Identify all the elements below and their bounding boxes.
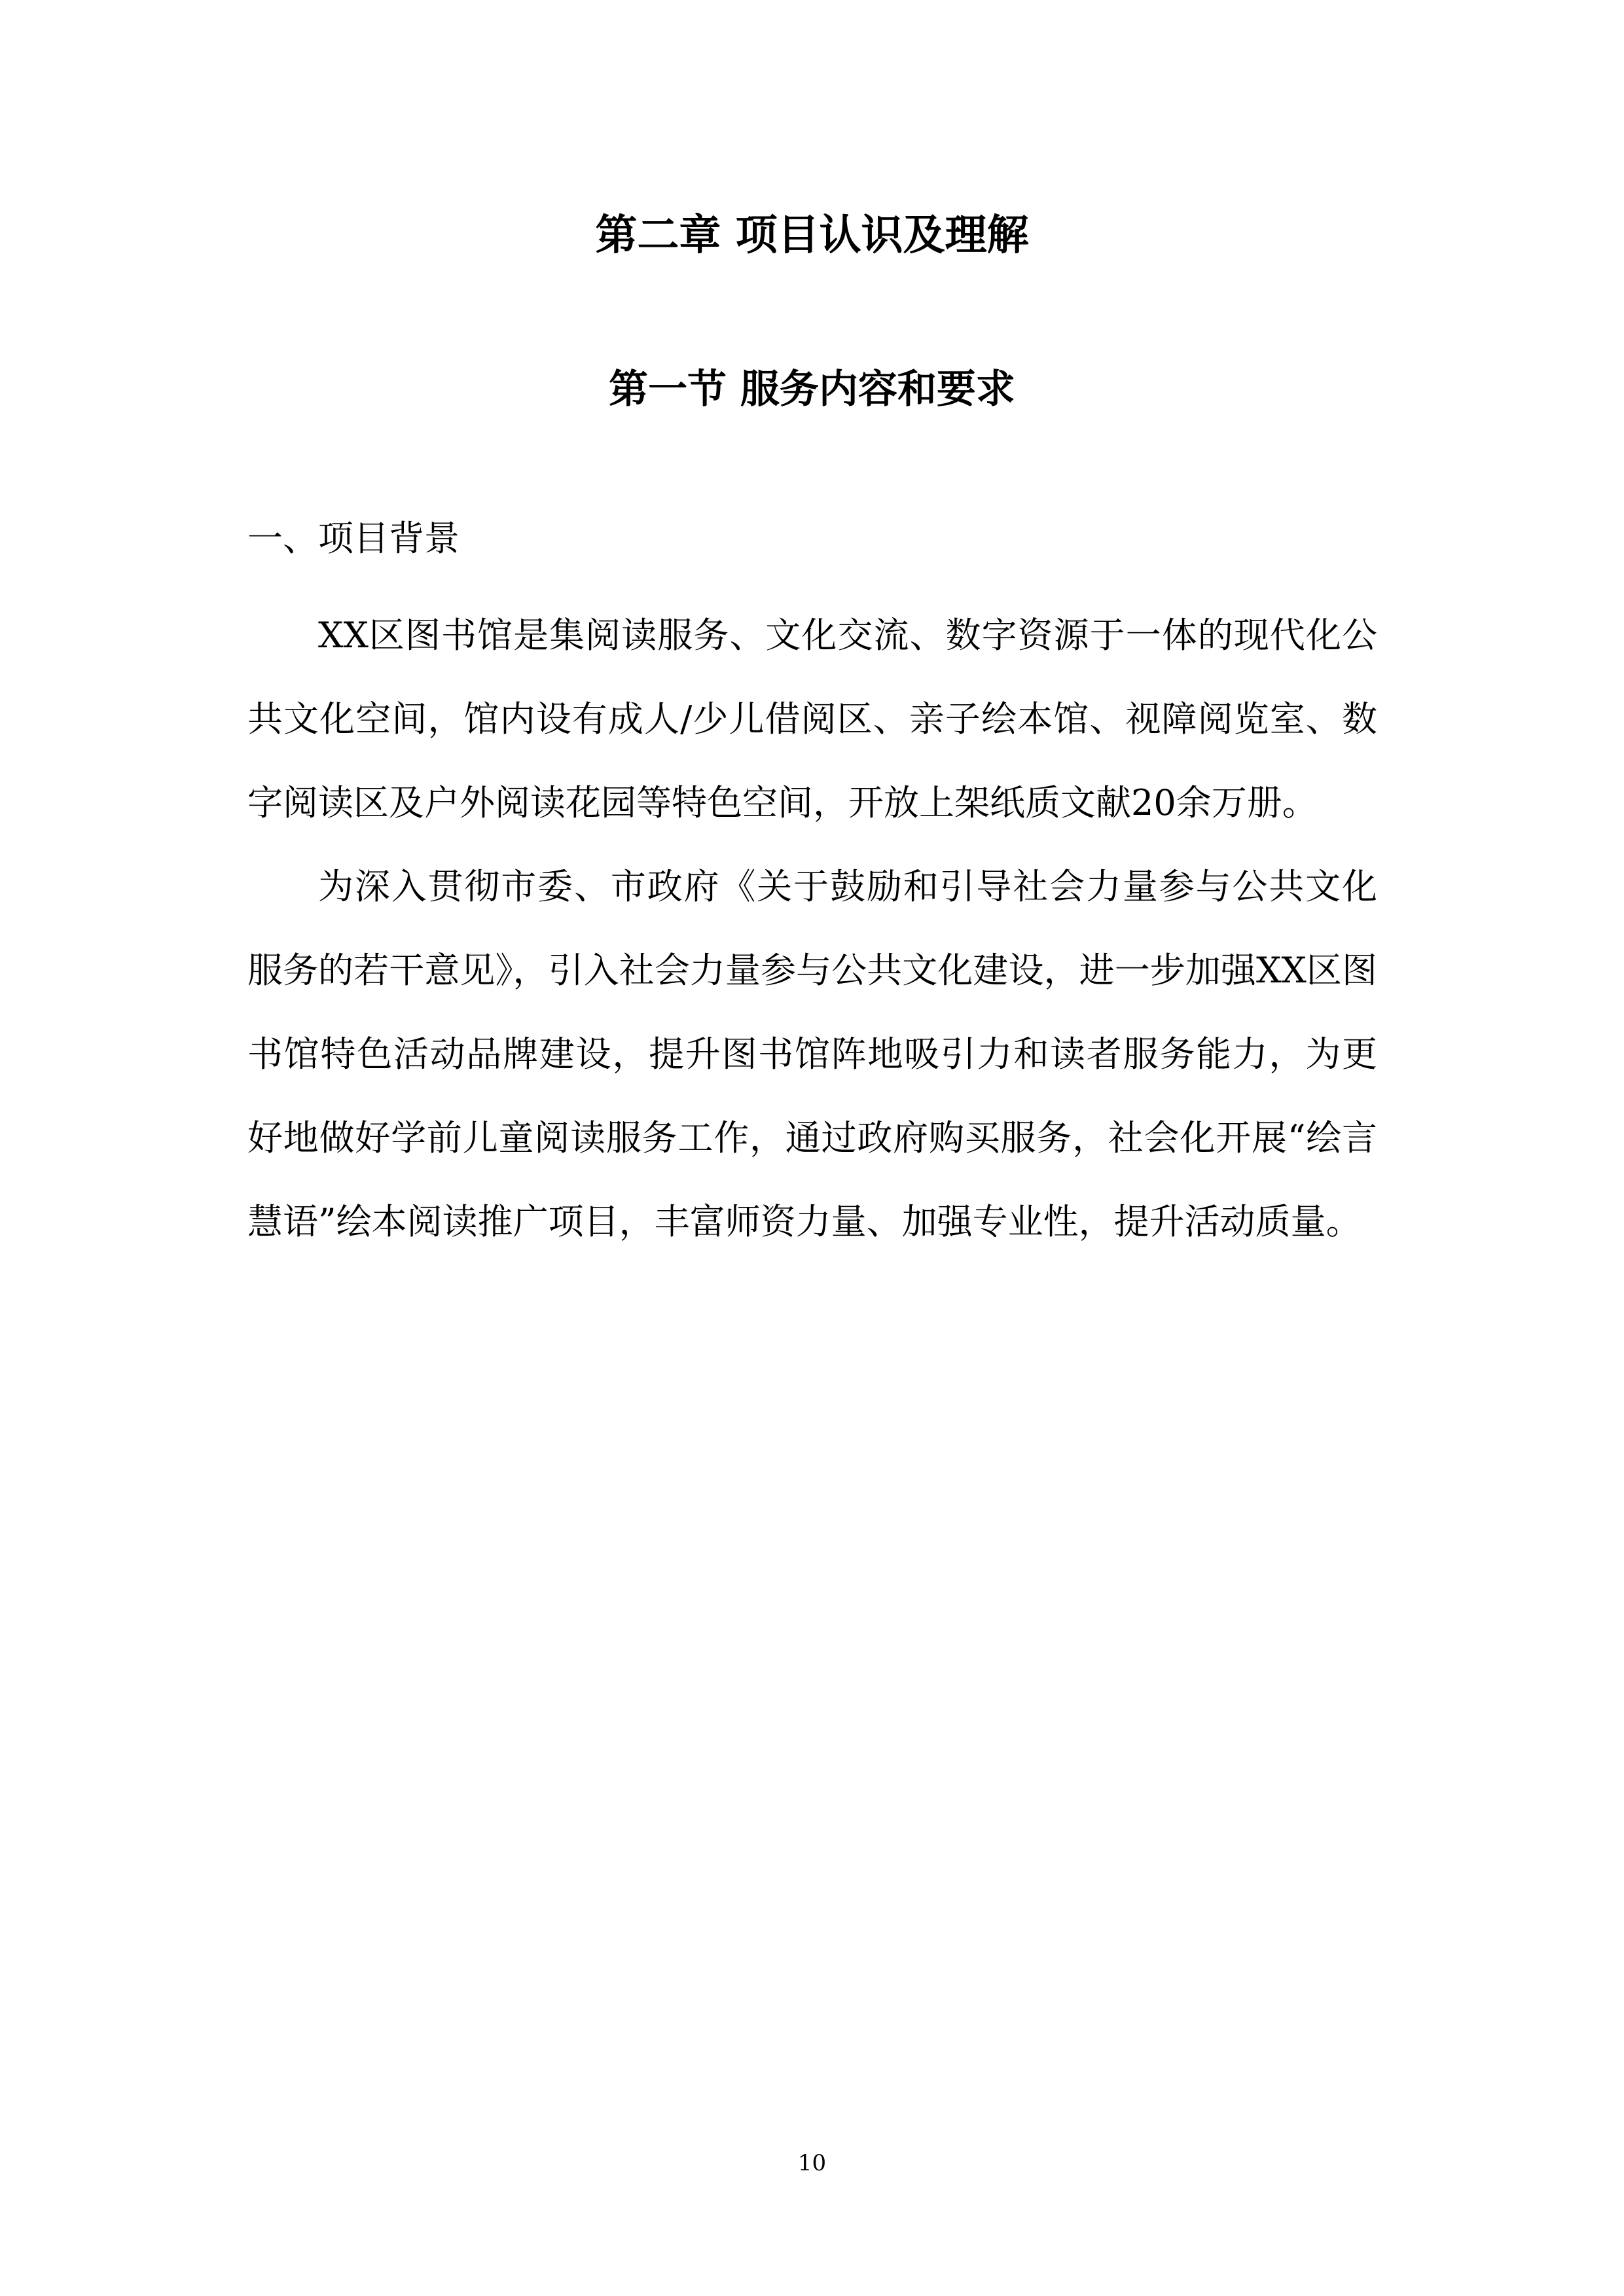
document-body bbox=[247, 511, 1377, 1264]
subheading-project-background: 一、项目背景 bbox=[247, 518, 460, 559]
paragraph-project-purpose: 为深入贯彻市委、市政府《关于鼓励和引导社会力量参与公共文化服务的若干意见》，引入社会力量参与公共文化建设，进一步加强XX区图书馆特色活动品牌建设，提升图书馆阵地吸引力和读者服务能力，为更好地做好学前儿童阅读服务工作，通过政府购买服务，社会化开展“绘言慧语”绘本阅读推广项目，丰富师资力量、加强专业性，提升活动质量。 bbox=[247, 866, 1377, 1242]
chapter-title: 第二章 项目认识及理解 bbox=[595, 211, 1029, 260]
paragraph-library-intro: XX区图书馆是集阅读服务、文化交流、数字资源于一体的现代化公共文化空间，馆内设有成人/少儿借阅区、亲子绘本馆、视障阅览室、数字阅读区及户外阅读花园等特色空间，开放上架纸质文献20余万册。 bbox=[247, 615, 1377, 823]
page-number: 10 bbox=[797, 2150, 827, 2176]
section-title: 第一节 服务内容和要求 bbox=[609, 367, 1015, 412]
